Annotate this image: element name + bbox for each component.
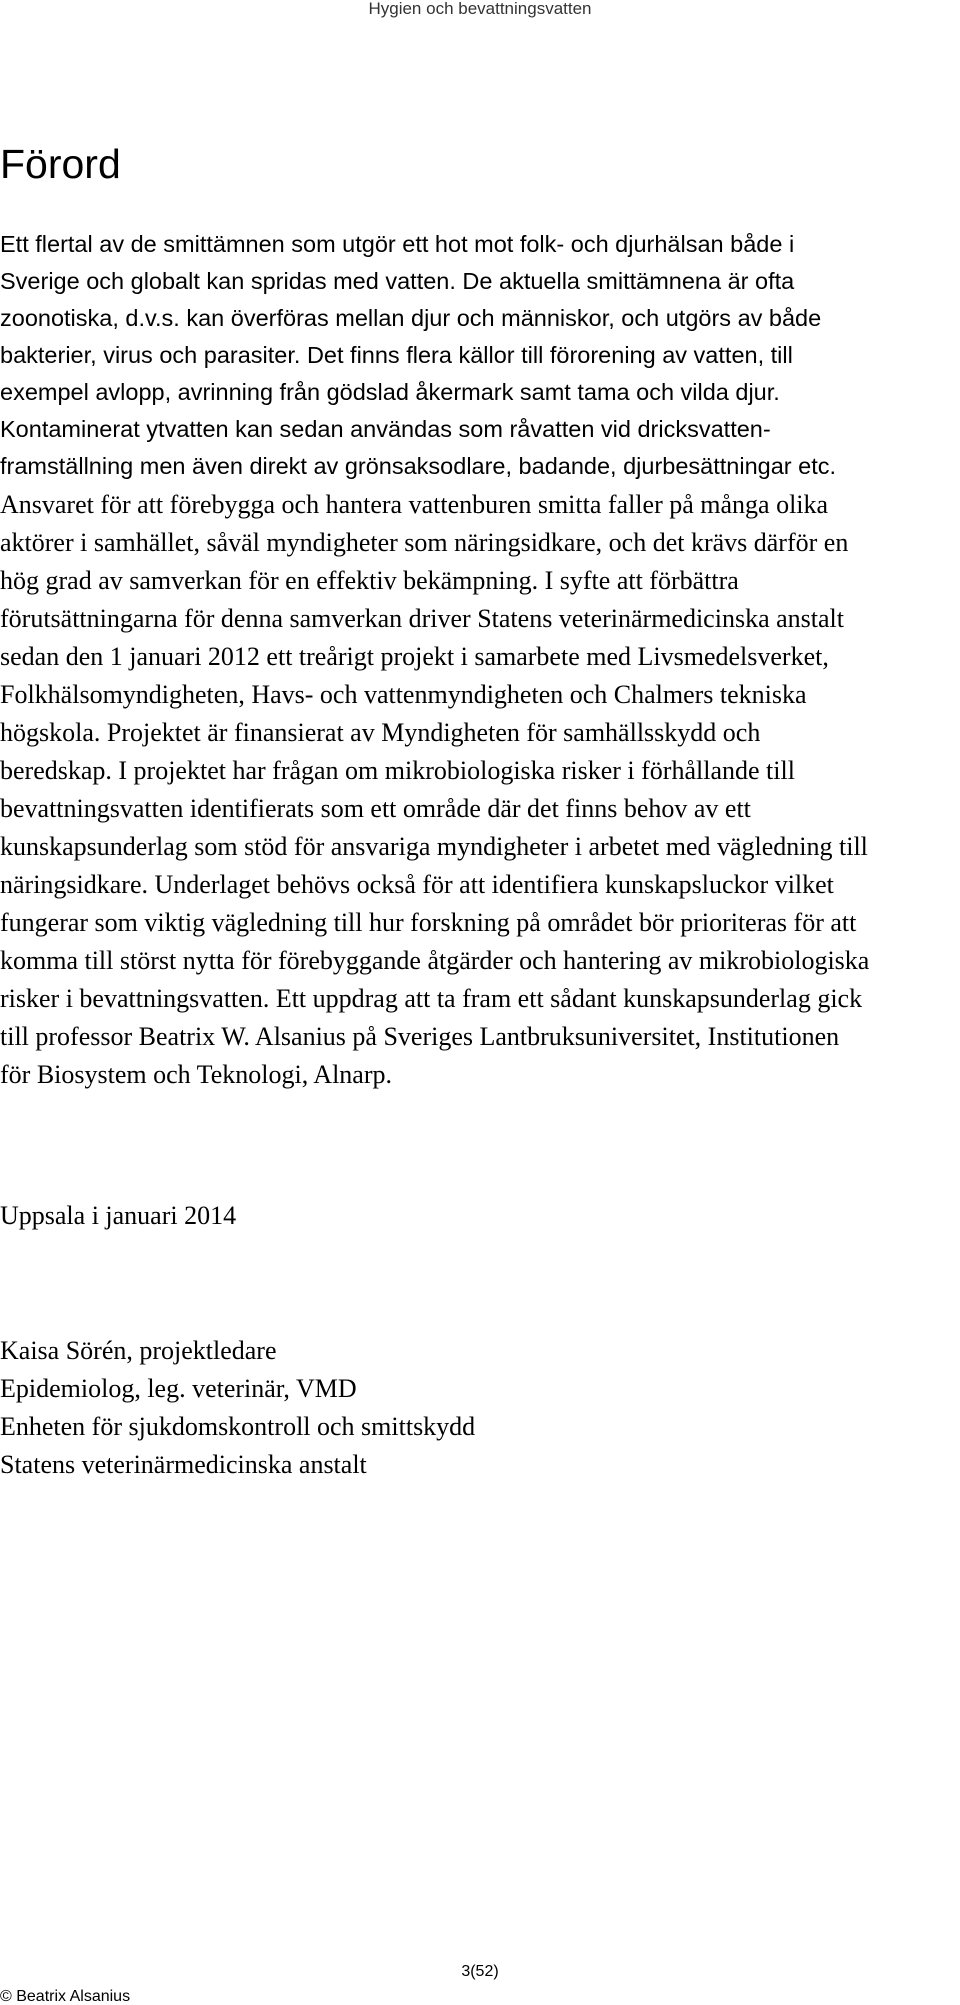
body-line: risker i bevattningsvatten. Ett uppdrag att ta fram ett sådant kunskapsunderlag gick	[0, 984, 863, 1013]
body-line: zoonotiska, d.v.s. kan överföras mellan djur och människor, och utgörs av både	[0, 305, 822, 331]
page-title: Förord	[0, 141, 121, 187]
copyright-notice: © Beatrix Alsanius	[0, 1988, 131, 2005]
signature-line: Statens veterinärmedicinska anstalt	[0, 1450, 367, 1479]
signature-line: Enheten för sjukdomskontroll och smittskydd	[0, 1412, 476, 1441]
body-line: kunskapsunderlag som stöd för ansvariga myndigheter i arbetet med vägledning till	[0, 832, 868, 861]
body-line: förutsättningarna för denna samverkan driver Statens veterinärmedicinska anstalt	[0, 604, 844, 633]
body-line: Ett flertal av de smittämnen som utgör ett hot mot folk- och djurhälsan både i	[0, 231, 795, 257]
body-line: aktörer i samhället, såväl myndigheter som näringsidkare, och det krävs därför en	[0, 528, 849, 557]
body-line: hög grad av samverkan för en effektiv bekämpning. I syfte att förbättra	[0, 566, 739, 595]
body-line: Kontaminerat ytvatten kan sedan användas som råvatten vid dricksvatten-	[0, 416, 771, 442]
running-header: Hygien och bevattningsvatten	[368, 0, 592, 18]
body-line: Sverige och globalt kan spridas med vatten. De aktuella smittämnena är ofta	[0, 268, 795, 294]
body-line: Ansvaret för att förebygga och hantera vattenburen smitta faller på många olika	[0, 490, 829, 519]
page-number: 3(52)	[461, 1963, 499, 1980]
body-line: sedan den 1 januari 2012 ett treårigt projekt i samarbete med Livsmedelsverket,	[0, 642, 829, 671]
body-line: beredskap. I projektet har frågan om mikrobiologiska risker i förhållande till	[0, 756, 795, 785]
body-line: fungerar som viktig vägledning till hur forskning på området bör prioriteras för att	[0, 908, 857, 937]
body-line: högskola. Projektet är finansierat av Myndigheten för samhällsskydd och	[0, 718, 761, 747]
body-line: till professor Beatrix W. Alsanius på Sveriges Lantbruksuniversitet, Institutionen	[0, 1022, 840, 1051]
body-line: bakterier, virus och parasiter. Det finns flera källor till förorening av vatten, till	[0, 342, 793, 368]
body-line: bevattningsvatten identifierats som ett område där det finns behov av ett	[0, 794, 751, 823]
body-line: för Biosystem och Teknologi, Alnarp.	[0, 1060, 392, 1089]
signature-line: Kaisa Sörén, projektledare	[0, 1336, 277, 1365]
body-line: framställning men även direkt av grönsaksodlare, badande, djurbesättningar etc.	[0, 453, 837, 479]
place-date: Uppsala i januari 2014	[0, 1201, 237, 1230]
body-line: komma till störst nytta för förebyggande åtgärder och hantering av mikrobiologiska	[0, 946, 870, 975]
signature-line: Epidemiolog, leg. veterinär, VMD	[0, 1374, 357, 1403]
body-line: näringsidkare. Underlaget behövs också för att identifiera kunskapsluckor vilket	[0, 870, 834, 899]
body-line: exempel avlopp, avrinning från gödslad åkermark samt tama och vilda djur.	[0, 379, 780, 405]
body-line: Folkhälsomyndigheten, Havs- och vattenmyndigheten och Chalmers tekniska	[0, 680, 807, 709]
